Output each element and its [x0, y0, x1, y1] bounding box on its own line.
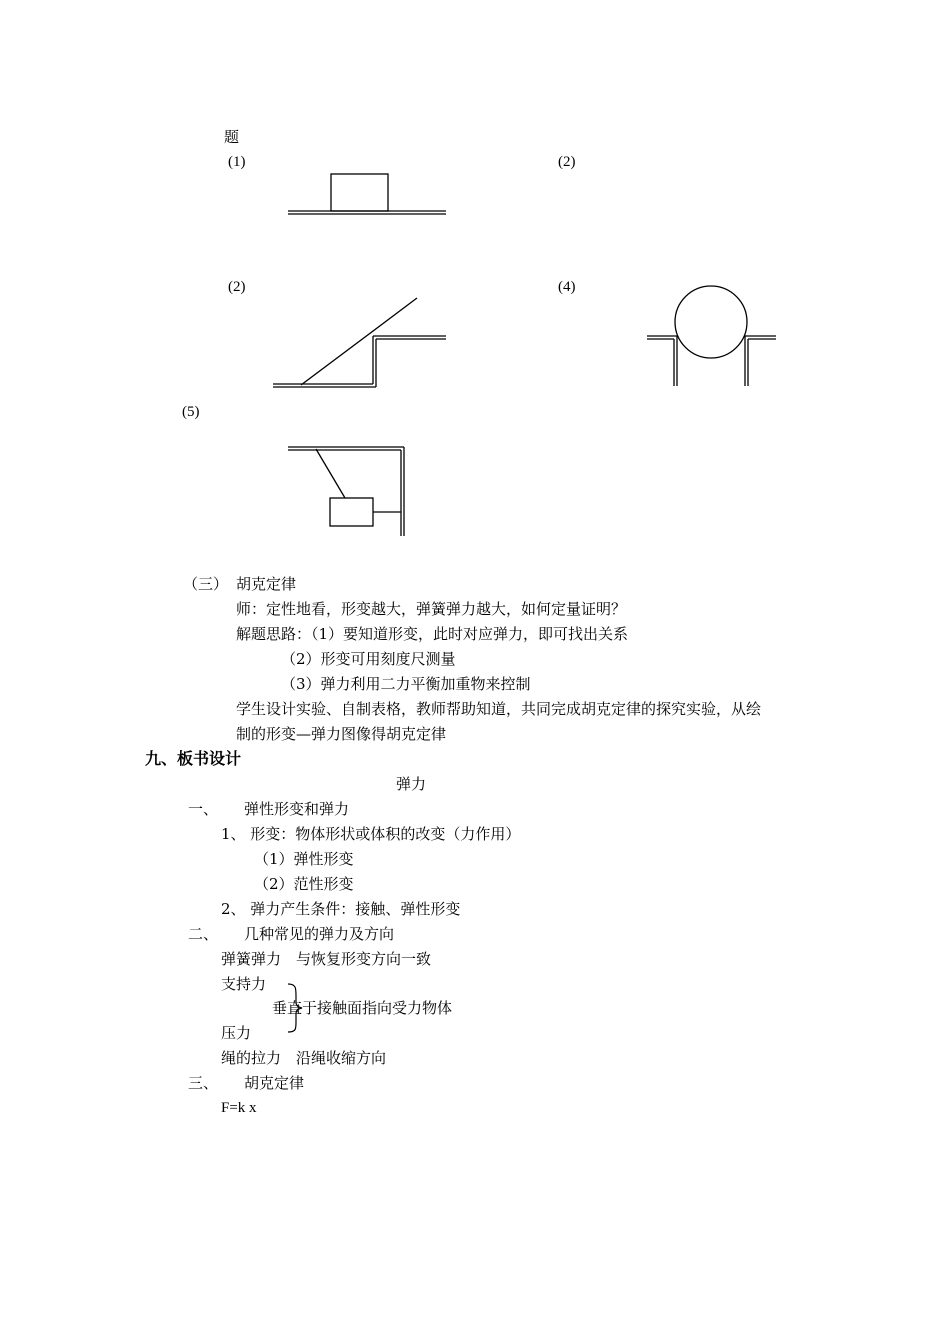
section3-number: （三） — [183, 575, 229, 593]
figure-label-1: (1) — [228, 154, 246, 170]
part2-heading: 几种常见的弹力及方向 — [244, 925, 395, 943]
item1-sub-plastic: （2）范性形变 — [254, 875, 354, 893]
part3-number: 三、 — [188, 1074, 219, 1092]
summary-line-1: 学生设计实验、自制表格，教师帮助知道，共同完成胡克定律的探究实验，从绘 — [236, 700, 762, 718]
rope-tension-line: 绳的拉力 沿绳收缩方向 — [221, 1049, 387, 1067]
spring-force-line: 弹簧弹力 与恢复形变方向一致 — [221, 950, 432, 968]
brace-direction-note: 垂直于接触面指向受力物体 — [272, 999, 453, 1017]
solution-step-3: （3）弹力利用二力平衡加重物来控制 — [281, 675, 531, 693]
part1-number: 一、 — [188, 800, 219, 818]
item2-conditions: 2、 弹力产生条件：接触、弹性形变 — [221, 900, 461, 918]
item1-sub-elastic: （1）弹性形变 — [254, 850, 354, 868]
pressure-label: 压力 — [221, 1024, 252, 1042]
diagram-hanging-block — [288, 447, 404, 536]
part2-number: 二、 — [188, 925, 219, 943]
figure-label-5: (5) — [182, 404, 200, 420]
diagram-block-on-ground — [288, 174, 446, 214]
teacher-question: 师：定性地看，形变越大，弹簧弹力越大，如何定量证明？ — [236, 600, 627, 618]
figure-label-2: (2) — [558, 154, 576, 170]
solution-step-2: （2）形变可用刻度尺测量 — [281, 650, 456, 668]
summary-line-2: 制的形变—弹力图像得胡克定律 — [236, 725, 447, 743]
diagram-ball-in-groove — [647, 286, 776, 386]
item1-deformation: 1、 形变：物体形状或体积的改变（力作用） — [221, 825, 521, 843]
solution-approach: 解题思路：（1）要知道形变，此时对应弹力，即可找出关系 — [236, 625, 629, 643]
board-design-heading: 九、板书设计 — [145, 749, 242, 768]
support-force-label: 支持力 — [221, 975, 267, 993]
figure-label-4: (4) — [558, 279, 576, 295]
section3-heading: 胡克定律 — [236, 575, 297, 593]
header-fragment: 题 — [224, 128, 240, 146]
board-title: 弹力 — [396, 775, 427, 793]
figure-label-3: (2) — [228, 279, 246, 295]
part1-heading: 弹性形变和弹力 — [244, 800, 350, 818]
diagram-incline-step — [273, 298, 446, 387]
part3-heading: 胡克定律 — [244, 1074, 305, 1092]
hooke-formula: F=k x — [221, 1100, 257, 1116]
